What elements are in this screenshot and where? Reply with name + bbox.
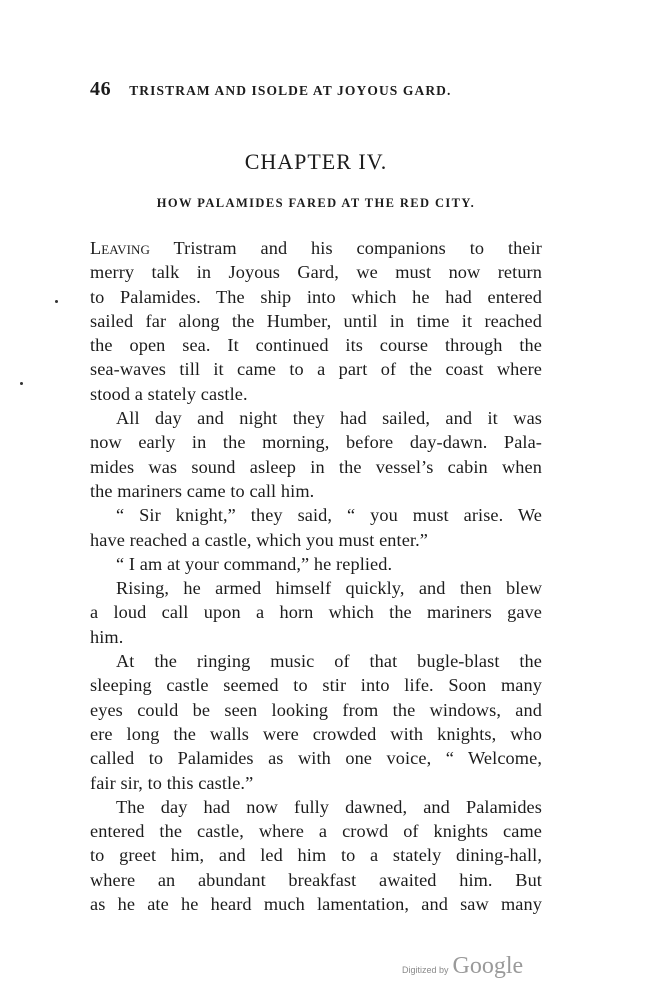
- text-line: now early in the morning, before day-dawn. Pala-: [90, 432, 542, 453]
- digitized-label: Digitized by: [402, 965, 449, 975]
- text-line: merry talk in Joyous Gard, we must now return: [90, 262, 542, 283]
- chapter-subtitle: HOW PALAMIDES FARED AT THE RED CITY.: [156, 196, 476, 210]
- text-line: fair sir, to this castle.”: [90, 772, 254, 793]
- text-line: him.: [90, 626, 124, 647]
- text-line: a loud call upon a horn which the mariners gave: [90, 602, 542, 623]
- scan-speck: [20, 382, 23, 385]
- page: [90, 78, 542, 916]
- text-line: the open sea. It continued its course through the: [90, 335, 542, 356]
- drop-word: Leaving: [90, 238, 151, 258]
- text-line: At the ringing music of that bugle-blast the: [116, 651, 542, 672]
- text-line: “ I am at your command,” he replied.: [116, 553, 393, 574]
- text-line: to Palamides. The ship into which he had entered: [90, 286, 542, 307]
- text-line: mides was sound asleep in the vessel’s cabin when: [90, 456, 542, 477]
- google-logo: Google: [452, 953, 524, 979]
- scan-speck: [55, 300, 58, 303]
- text-line: sailed far along the Humber, until in time it reached: [90, 310, 542, 331]
- digitized-footer: [402, 953, 523, 980]
- text-line: stood a stately castle.: [90, 383, 248, 404]
- text-line: sea-waves till it came to a part of the coast where: [90, 359, 542, 380]
- text-line: sleeping castle seemed to stir into life. Soon many: [90, 675, 542, 696]
- body-text: [90, 236, 542, 916]
- text-line: entered the castle, where a crowd of knights came: [90, 821, 542, 842]
- text-line: eyes could be seen looking from the windows, and: [90, 699, 542, 720]
- text-line: ere long the walls were crowded with knights, who: [90, 723, 542, 744]
- running-head: [90, 78, 542, 102]
- text-line: Leaving Tristram and his companions to their: [90, 238, 542, 258]
- text-line: The day had now fully dawned, and Palamides: [116, 796, 542, 817]
- running-title: TRISTRAM AND ISOLDE AT JOYOUS GARD.: [129, 83, 452, 98]
- text-line: where an abundant breakfast awaited him. But: [90, 869, 542, 890]
- page-number: 46: [90, 78, 112, 100]
- text-line: as he ate he heard much lamentation, and saw many: [90, 894, 542, 915]
- text-line: to greet him, and led him to a stately dining-hall,: [90, 845, 542, 866]
- chapter-title: CHAPTER IV.: [244, 149, 388, 174]
- text-line: Rising, he armed himself quickly, and then blew: [116, 578, 542, 599]
- text-line: All day and night they had sailed, and it was: [116, 408, 542, 429]
- text-line: the mariners came to call him.: [90, 480, 315, 501]
- text-line: have reached a castle, which you must enter.”: [90, 529, 428, 550]
- text-line: “ Sir knight,” they said, “ you must arise. We: [116, 505, 542, 526]
- text-line: called to Palamides as with one voice, “ Welcome,: [90, 748, 542, 769]
